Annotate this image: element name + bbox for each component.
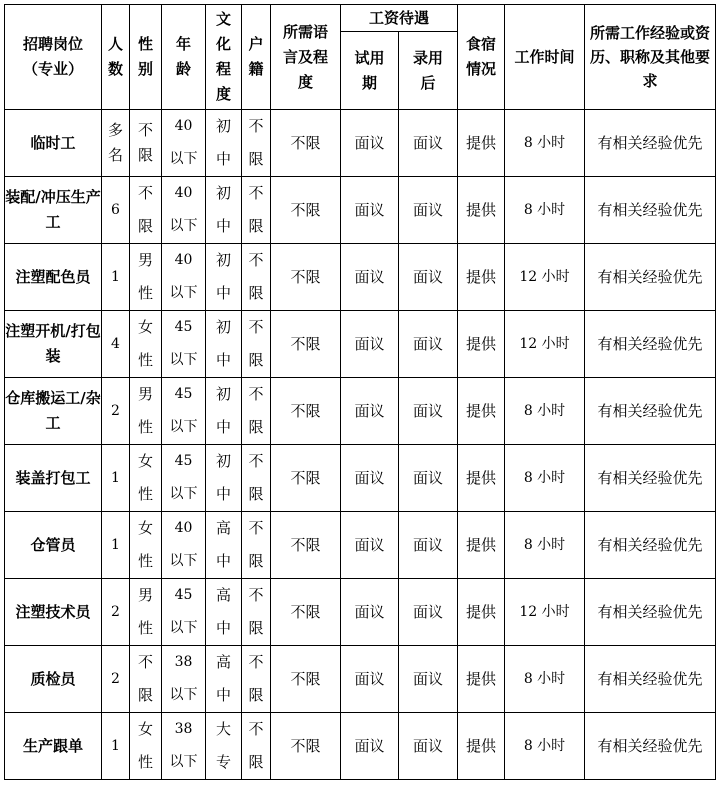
cell-requirements: 有相关经验优先 — [585, 378, 716, 445]
cell-hours: 8 小时 — [505, 445, 585, 512]
cell-hours: 8 小时 — [505, 378, 585, 445]
cell-requirements: 有相关经验优先 — [585, 110, 716, 177]
cell-hukou: 不限 — [242, 512, 271, 579]
cell-count: 1 — [102, 512, 130, 579]
cell-age: 40以下 — [162, 244, 206, 311]
cell-after: 面议 — [399, 177, 458, 244]
cell-hours: 8 小时 — [505, 110, 585, 177]
cell-after: 面议 — [399, 512, 458, 579]
cell-hukou: 不限 — [242, 177, 271, 244]
cell-education: 初中 — [206, 311, 242, 378]
header-salary: 工资待遇 — [341, 5, 458, 32]
cell-education: 大专 — [206, 713, 242, 780]
cell-hours: 8 小时 — [505, 713, 585, 780]
cell-board: 提供 — [458, 177, 505, 244]
cell-probation: 面议 — [341, 646, 399, 713]
cell-probation: 面议 — [341, 311, 399, 378]
cell-requirements: 有相关经验优先 — [585, 445, 716, 512]
cell-requirements: 有相关经验优先 — [585, 579, 716, 646]
header-after: 录用后 — [399, 32, 458, 110]
cell-age: 45以下 — [162, 378, 206, 445]
cell-hukou: 不限 — [242, 244, 271, 311]
cell-count: 2 — [102, 378, 130, 445]
cell-probation: 面议 — [341, 512, 399, 579]
cell-requirements: 有相关经验优先 — [585, 177, 716, 244]
cell-count: 4 — [102, 311, 130, 378]
cell-probation: 面议 — [341, 579, 399, 646]
cell-hukou: 不限 — [242, 110, 271, 177]
cell-gender: 女性 — [130, 512, 162, 579]
header-gender: 性别 — [130, 5, 162, 110]
cell-position: 装盖打包工 — [5, 445, 102, 512]
cell-hukou: 不限 — [242, 646, 271, 713]
cell-requirements: 有相关经验优先 — [585, 311, 716, 378]
table-body — [5, 110, 716, 780]
cell-education: 初中 — [206, 244, 242, 311]
cell-hukou: 不限 — [242, 445, 271, 512]
cell-after: 面议 — [399, 110, 458, 177]
cell-board: 提供 — [458, 445, 505, 512]
cell-after: 面议 — [399, 646, 458, 713]
cell-language: 不限 — [271, 378, 341, 445]
cell-gender: 女性 — [130, 311, 162, 378]
cell-probation: 面议 — [341, 110, 399, 177]
cell-education: 初中 — [206, 445, 242, 512]
cell-language: 不限 — [271, 177, 341, 244]
cell-count: 多名 — [102, 110, 130, 177]
table-row — [5, 445, 716, 512]
cell-age: 38以下 — [162, 713, 206, 780]
cell-count: 2 — [102, 646, 130, 713]
cell-language: 不限 — [271, 512, 341, 579]
cell-probation: 面议 — [341, 445, 399, 512]
cell-hukou: 不限 — [242, 311, 271, 378]
table-row — [5, 512, 716, 579]
cell-probation: 面议 — [341, 244, 399, 311]
header-age: 年龄 — [162, 5, 206, 110]
cell-count: 1 — [102, 244, 130, 311]
cell-after: 面议 — [399, 713, 458, 780]
cell-age: 45以下 — [162, 311, 206, 378]
cell-position: 仓库搬运工/杂工 — [5, 378, 102, 445]
header-position: 招聘岗位（专业） — [5, 5, 102, 110]
cell-gender: 女性 — [130, 445, 162, 512]
cell-language: 不限 — [271, 110, 341, 177]
cell-board: 提供 — [458, 244, 505, 311]
cell-education: 高中 — [206, 579, 242, 646]
cell-after: 面议 — [399, 311, 458, 378]
cell-hukou: 不限 — [242, 378, 271, 445]
header-count: 人数 — [102, 5, 130, 110]
cell-hours: 12 小时 — [505, 579, 585, 646]
cell-gender: 不限 — [130, 110, 162, 177]
cell-probation: 面议 — [341, 378, 399, 445]
cell-language: 不限 — [271, 445, 341, 512]
cell-board: 提供 — [458, 646, 505, 713]
table-row — [5, 244, 716, 311]
cell-position: 注塑技术员 — [5, 579, 102, 646]
cell-after: 面议 — [399, 244, 458, 311]
cell-education: 初中 — [206, 177, 242, 244]
cell-age: 40以下 — [162, 177, 206, 244]
cell-after: 面议 — [399, 378, 458, 445]
cell-language: 不限 — [271, 244, 341, 311]
cell-position: 仓管员 — [5, 512, 102, 579]
table-row — [5, 311, 716, 378]
header-language: 所需语言及程度 — [271, 5, 341, 110]
cell-age: 40以下 — [162, 110, 206, 177]
cell-probation: 面议 — [341, 713, 399, 780]
header-requirements: 所需工作经验或资历、职称及其他要求 — [585, 5, 716, 110]
cell-board: 提供 — [458, 311, 505, 378]
cell-gender: 女性 — [130, 713, 162, 780]
table-row — [5, 646, 716, 713]
cell-age: 40以下 — [162, 512, 206, 579]
cell-requirements: 有相关经验优先 — [585, 512, 716, 579]
table-row — [5, 579, 716, 646]
cell-hours: 8 小时 — [505, 177, 585, 244]
cell-age: 45以下 — [162, 579, 206, 646]
cell-after: 面议 — [399, 579, 458, 646]
cell-count: 2 — [102, 579, 130, 646]
cell-board: 提供 — [458, 713, 505, 780]
cell-hours: 12 小时 — [505, 311, 585, 378]
cell-gender: 男性 — [130, 244, 162, 311]
cell-after: 面议 — [399, 445, 458, 512]
cell-language: 不限 — [271, 311, 341, 378]
cell-education: 初中 — [206, 110, 242, 177]
cell-position: 注塑配色员 — [5, 244, 102, 311]
cell-probation: 面议 — [341, 177, 399, 244]
cell-hukou: 不限 — [242, 579, 271, 646]
cell-gender: 男性 — [130, 378, 162, 445]
cell-gender: 不限 — [130, 177, 162, 244]
cell-requirements: 有相关经验优先 — [585, 646, 716, 713]
cell-board: 提供 — [458, 110, 505, 177]
cell-hours: 8 小时 — [505, 512, 585, 579]
cell-hours: 8 小时 — [505, 646, 585, 713]
table-row — [5, 110, 716, 177]
cell-count: 1 — [102, 713, 130, 780]
header-probation: 试用期 — [341, 32, 399, 110]
header-board: 食宿情况 — [458, 5, 505, 110]
cell-education: 高中 — [206, 512, 242, 579]
header-hours: 工作时间 — [505, 5, 585, 110]
cell-gender: 不限 — [130, 646, 162, 713]
cell-language: 不限 — [271, 713, 341, 780]
table-row — [5, 713, 716, 780]
cell-age: 45以下 — [162, 445, 206, 512]
header-education: 文化程度 — [206, 5, 242, 110]
cell-position: 装配/冲压生产工 — [5, 177, 102, 244]
cell-position: 注塑开机/打包装 — [5, 311, 102, 378]
cell-language: 不限 — [271, 579, 341, 646]
cell-hours: 12 小时 — [505, 244, 585, 311]
cell-language: 不限 — [271, 646, 341, 713]
table-header — [5, 5, 716, 110]
table-row — [5, 378, 716, 445]
cell-requirements: 有相关经验优先 — [585, 713, 716, 780]
cell-position: 临时工 — [5, 110, 102, 177]
cell-board: 提供 — [458, 378, 505, 445]
cell-education: 初中 — [206, 378, 242, 445]
cell-education: 高中 — [206, 646, 242, 713]
cell-requirements: 有相关经验优先 — [585, 244, 716, 311]
recruitment-table — [4, 4, 716, 780]
cell-hukou: 不限 — [242, 713, 271, 780]
cell-count: 6 — [102, 177, 130, 244]
header-hukou: 户籍 — [242, 5, 271, 110]
cell-gender: 男性 — [130, 579, 162, 646]
table-row — [5, 177, 716, 244]
cell-board: 提供 — [458, 579, 505, 646]
cell-age: 38以下 — [162, 646, 206, 713]
cell-board: 提供 — [458, 512, 505, 579]
cell-position: 质检员 — [5, 646, 102, 713]
cell-count: 1 — [102, 445, 130, 512]
cell-position: 生产跟单 — [5, 713, 102, 780]
